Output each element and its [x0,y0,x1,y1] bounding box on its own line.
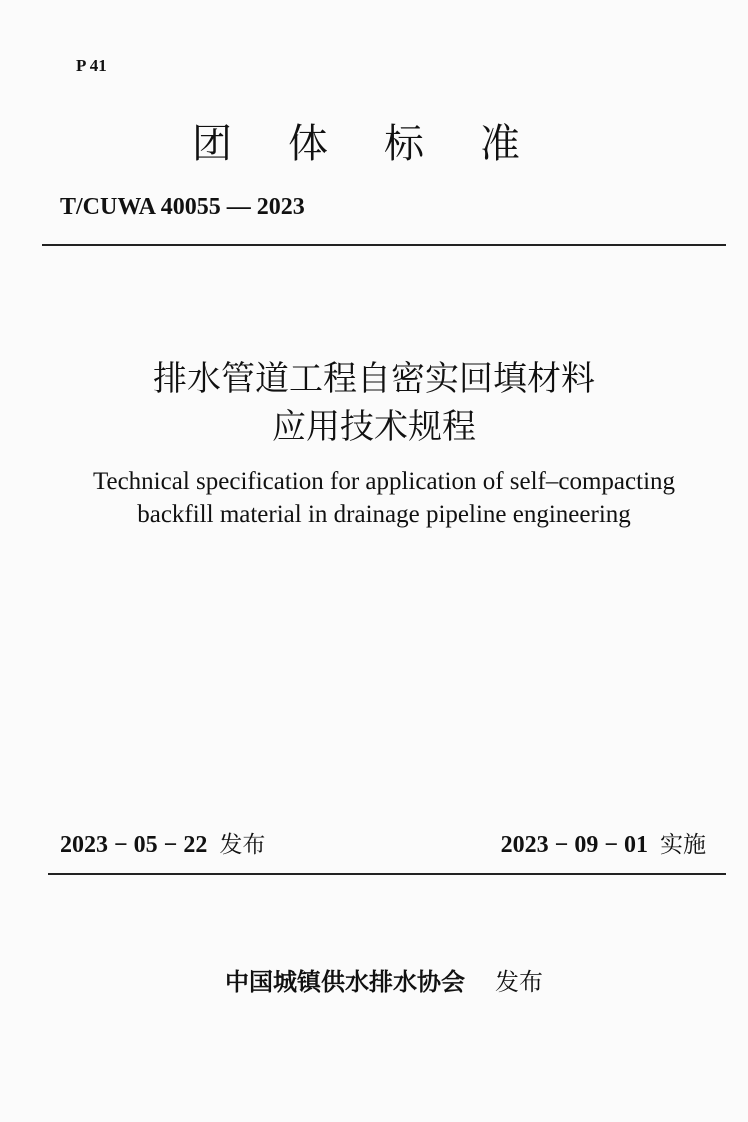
title-en-line2: backfill material in drainage pipeline engineering [137,501,631,528]
release-date: 2023 − 05 − 22 [60,832,208,858]
release-label: 发布 [219,832,266,858]
publisher-block [0,962,748,997]
release-date-block [60,826,265,859]
title-cn-line2: 应用技术规程 [272,407,476,447]
publisher-name: 中国城镇供水排水协会 [225,967,465,996]
classification-code: P 41 [76,56,107,75]
title-en-line1: Technical specification for application of self–compacting [92,468,676,495]
title-cn-line1: 排水管道工程自密实回填材料 [153,359,595,399]
implementation-date-block [501,826,706,859]
standard-type-heading: 团体标准 [192,121,576,167]
top-divider [42,244,726,246]
implementation-date: 2023 − 09 − 01 [500,832,648,858]
standard-code: T/CUWA 40055 — 2023 [60,194,305,220]
publisher-action: 发布 [495,968,543,996]
bottom-divider [48,873,726,875]
implementation-label: 实施 [660,832,706,858]
